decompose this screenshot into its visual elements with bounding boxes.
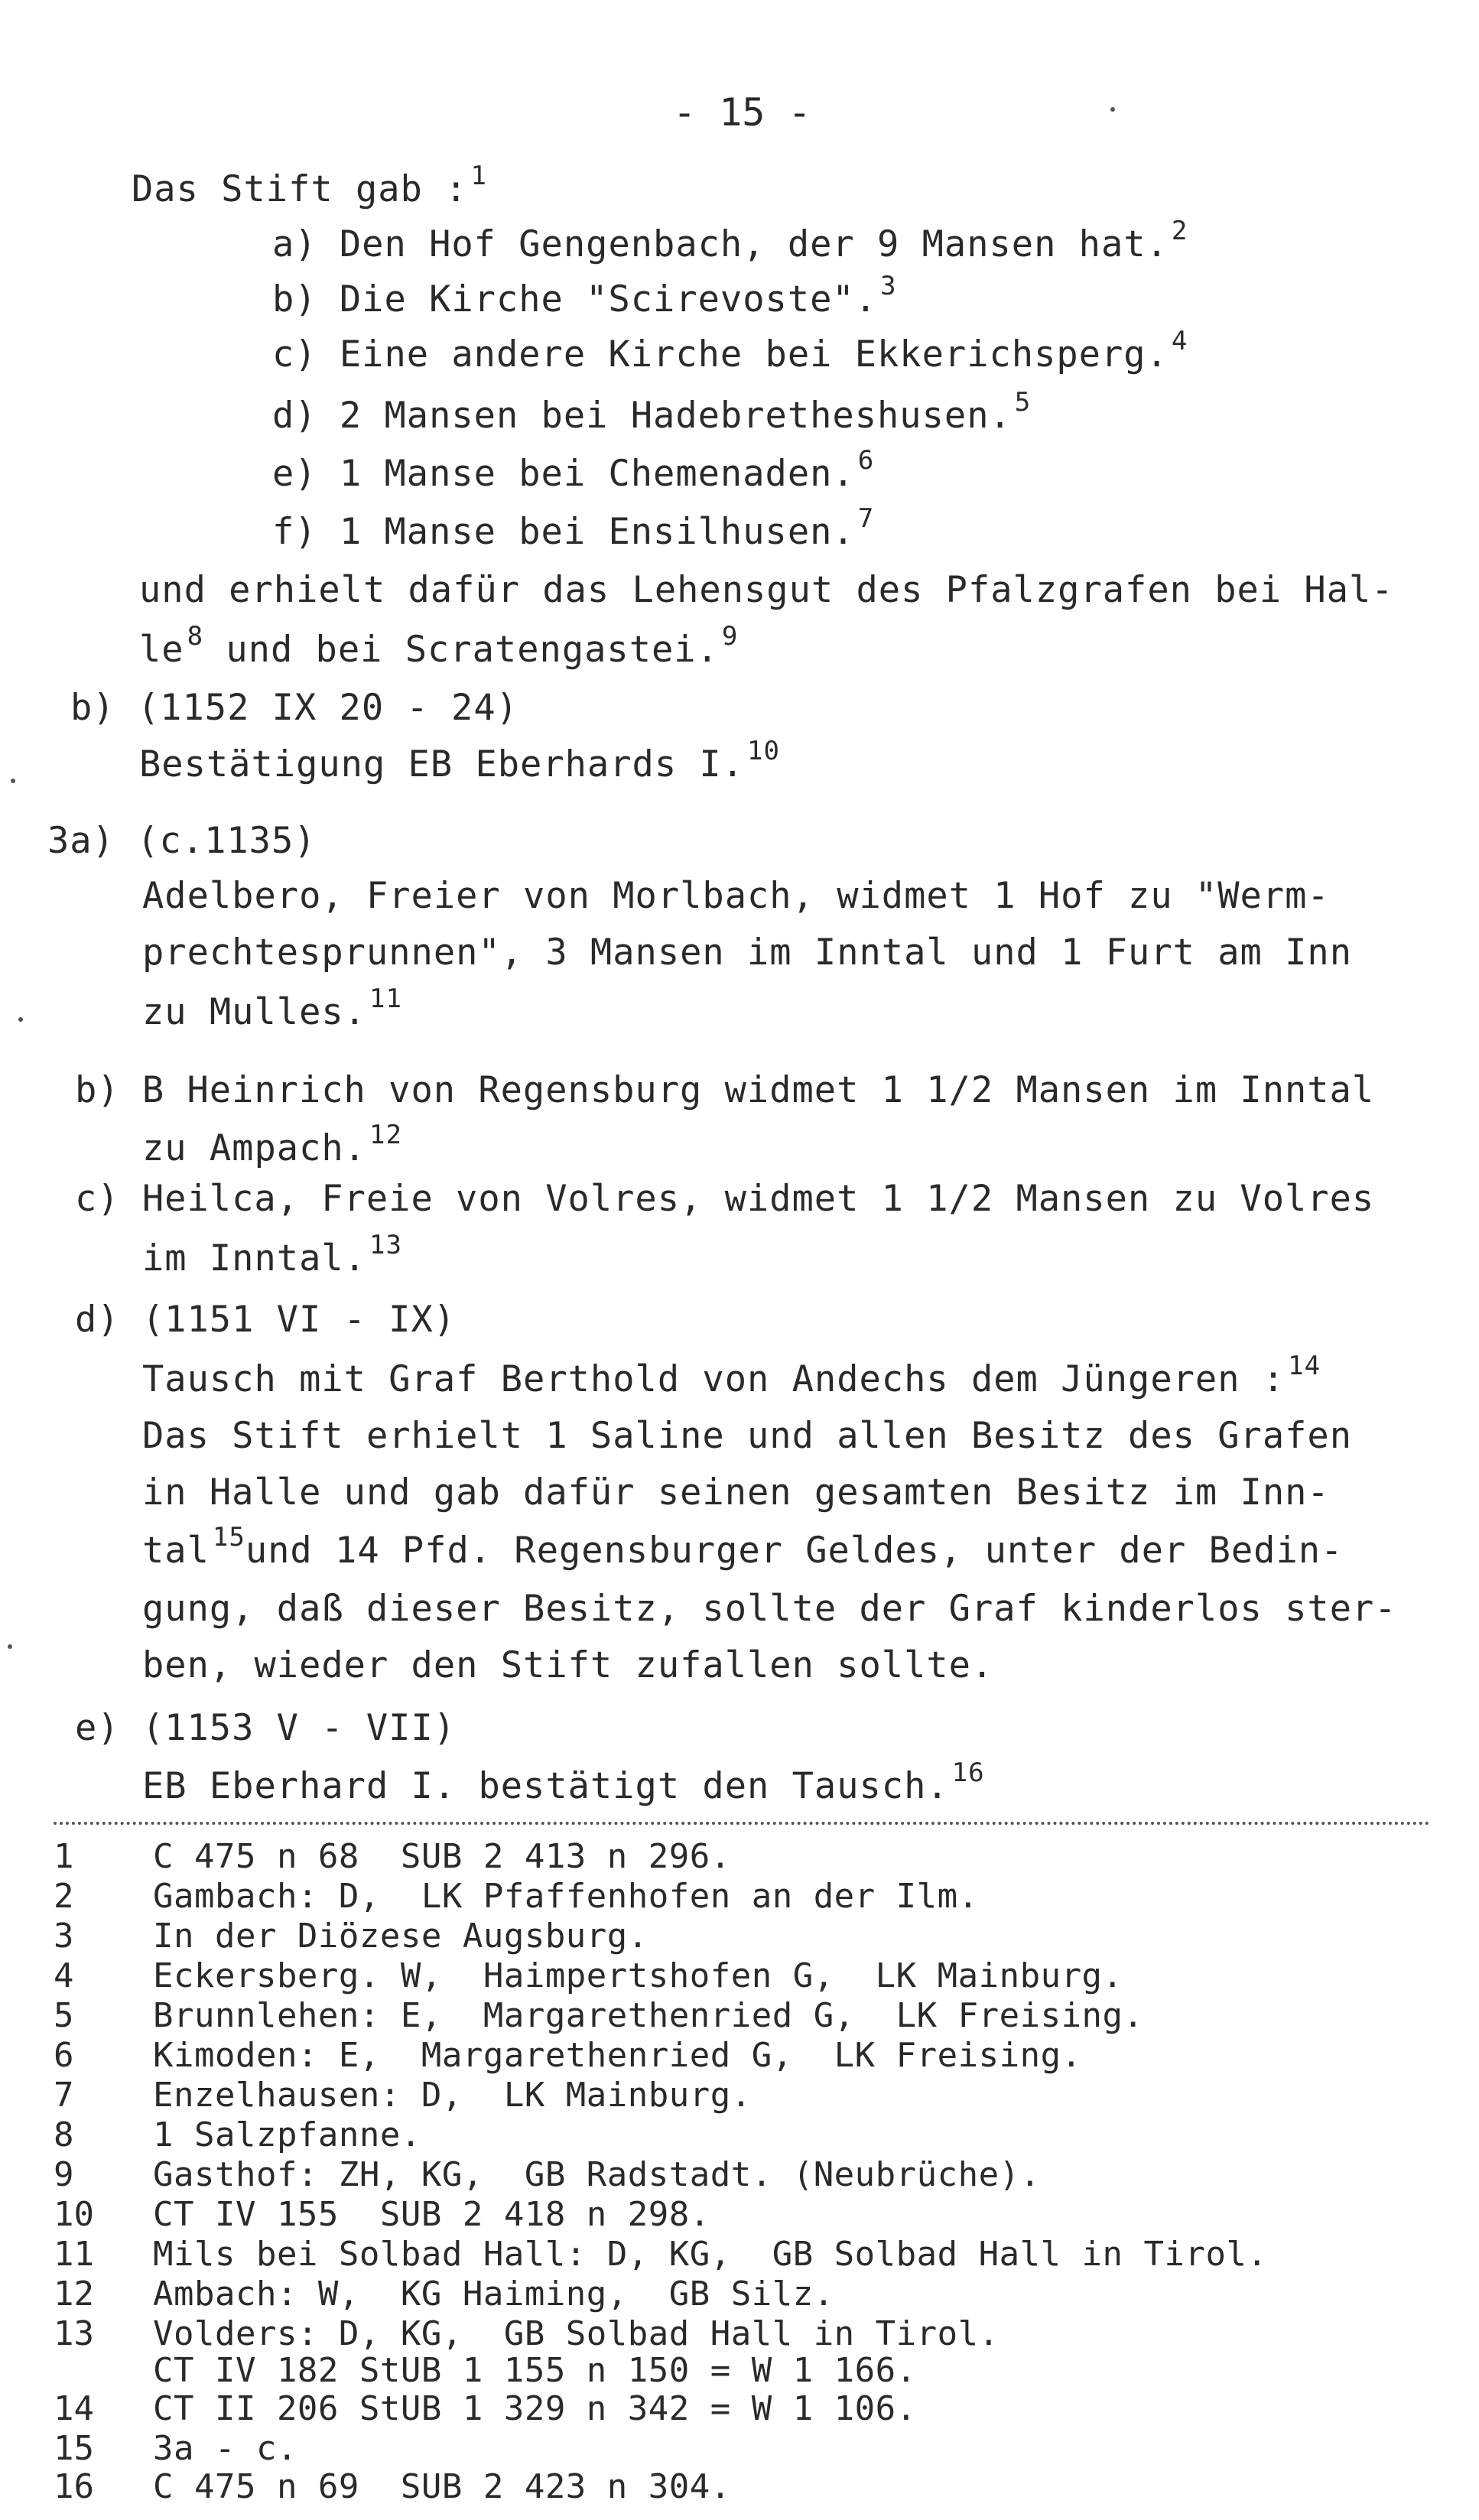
footnote-text: Eckersberg. W, Haimpertshofen G, LK Mainburg.	[153, 1956, 1123, 1995]
footnote-text: Enzelhausen: D, LK Mainburg.	[153, 2076, 752, 2115]
footnote-number: 14	[54, 2389, 94, 2428]
footnote-number: 13	[54, 2314, 94, 2353]
footnote-number: 6	[54, 2036, 74, 2075]
body-line: Das Stift gab : $^1$	[132, 161, 487, 210]
body-line: d) 2 Mansen bei Hadebretheshusen. $^5$	[272, 387, 1032, 437]
footnote-number: 15	[54, 2429, 94, 2468]
scan-speck	[11, 779, 15, 783]
footnote-text: Gasthof: ZH, KG, GB Radstadt. (Neubrüche).	[153, 2155, 1041, 2194]
footnote-number: 5	[54, 1996, 74, 2035]
body-line: Bestätigung EB Eberhards I. $^{10}$	[139, 736, 780, 785]
scan-speck	[18, 1017, 23, 1022]
body-line: und erhielt dafür das Lehensgut des Pfalzgrafen bei Hal-	[139, 569, 1394, 611]
body-line: im Inntal. $^{13}$	[142, 1230, 402, 1280]
body-line: le $^8$ und bei Scratengastei. $^9$	[139, 621, 739, 671]
body-line: b) (1152 IX 20 - 24)	[70, 687, 518, 729]
footnote-text: Kimoden: E, Margarethenried G, LK Freising.	[153, 2036, 1082, 2075]
scan-speck	[8, 1644, 12, 1649]
footnote-text: In der Diözese Augsburg.	[153, 1917, 648, 1956]
footnote-number: 8	[54, 2115, 74, 2154]
footnote-number: 4	[54, 1956, 74, 1995]
footnote-text: CT II 206 StUB 1 329 n 342 = W 1 106.	[153, 2389, 917, 2428]
footnote-number: 2	[54, 1877, 74, 1916]
scan-speck	[1110, 107, 1115, 112]
body-line: zu Mulles. $^{11}$	[142, 984, 402, 1033]
body-line: ben, wieder den Stift zufallen sollte.	[142, 1644, 994, 1686]
footnote-number: 9	[54, 2155, 74, 2194]
body-line: in Halle und gab dafür seinen gesamten Besitz im Inn-	[142, 1471, 1330, 1514]
body-line: f) 1 Manse bei Ensilhusen. $^7$	[272, 503, 875, 553]
footnote-number: 12	[54, 2275, 94, 2314]
footnote-number: 11	[54, 2235, 94, 2274]
footnote-text: 3a - c.	[153, 2429, 297, 2468]
footnote-number: 3	[54, 1917, 74, 1956]
body-line: a) Den Hof Gengenbach, der 9 Mansen hat. $^2$	[272, 216, 1188, 265]
body-line: Adelbero, Freier von Morlbach, widmet 1 Hof zu "Werm-	[142, 875, 1330, 917]
footnote-number: 10	[54, 2195, 94, 2234]
body-line: EB Eberhard I. bestätigt den Tausch. $^{16}$	[142, 1757, 985, 1807]
footnote-text: Gambach: D, LK Pfaffenhofen an der Ilm.	[153, 1877, 979, 1916]
body-line: c) Heilca, Freie von Volres, widmet 1 1/2 Mansen zu Volres	[75, 1178, 1375, 1220]
body-line: c) Eine andere Kirche bei Ekkerichsperg. $^4$	[272, 326, 1188, 376]
body-line: Tausch mit Graf Berthold von Andechs dem Jüngeren : $^{14}$	[142, 1351, 1321, 1400]
body-line: zu Ampach. $^{12}$	[142, 1120, 402, 1169]
body-line: d) (1151 VI - IX)	[75, 1299, 457, 1341]
body-line: e) 1 Manse bei Chemenaden. $^6$	[272, 445, 875, 495]
body-line: prechtesprunnen", 3 Mansen im Inntal und 1 Furt am Inn	[142, 932, 1353, 974]
body-line: Das Stift erhielt 1 Saline und allen Besitz des Grafen	[142, 1415, 1353, 1457]
footnote-number: 16	[54, 2467, 94, 2506]
body-line: 3a) (c.1135)	[47, 820, 317, 862]
footnote-text: Volders: D, KG, GB Solbad Hall in Tirol.	[153, 2314, 1000, 2353]
body-line: b) B Heinrich von Regensburg widmet 1 1/2 Mansen im Inntal	[75, 1069, 1375, 1111]
footnote-text: Brunnlehen: E, Margarethenried G, LK Freising.	[153, 1996, 1144, 2035]
body-line: b) Die Kirche "Scirevoste". $^3$	[272, 271, 897, 320]
body-line: tal $^{15}$und 14 Pfd. Regensburger Geldes, unter der Bedin-	[142, 1522, 1344, 1572]
footnote-text: Ambach: W, KG Haiming, GB Silz.	[153, 2275, 834, 2314]
footnote-text: Mils bei Solbad Hall: D, KG, GB Solbad Hall in Tirol.	[153, 2235, 1268, 2274]
page-number: - 15 -	[673, 90, 811, 135]
footnote-text: C 475 n 69 SUB 2 423 n 304.	[153, 2467, 731, 2506]
body-line: gung, daß dieser Besitz, sollte der Graf kinderlos ster-	[142, 1588, 1397, 1630]
footnote-number: 1	[54, 1837, 74, 1876]
footnote-text: CT IV 182 StUB 1 155 n 150 = W 1 166.	[153, 2351, 917, 2390]
footnote-number: 7	[54, 2076, 74, 2115]
footnote-text: 1 Salzpfanne.	[153, 2115, 421, 2154]
body-line: e) (1153 V - VII)	[75, 1707, 457, 1749]
footnote-text: CT IV 155 SUB 2 418 n 298.	[153, 2195, 710, 2234]
footnote-text: C 475 n 68 SUB 2 413 n 296.	[153, 1837, 731, 1876]
footnote-separator	[54, 1822, 1430, 1825]
